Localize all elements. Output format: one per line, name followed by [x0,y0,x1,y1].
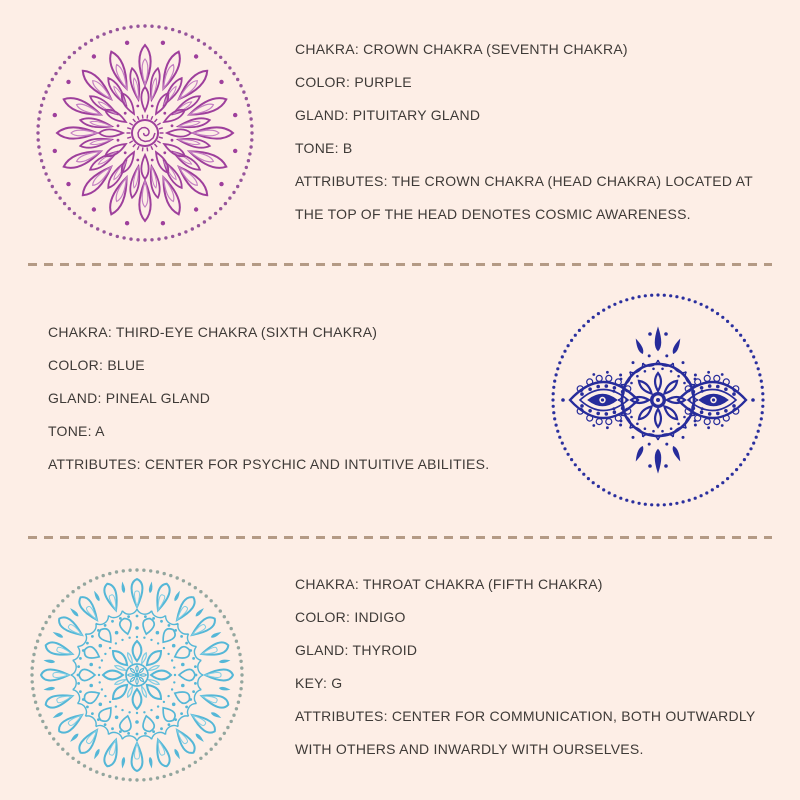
gland-line: GLAND: PITUITARY GLAND [295,107,481,123]
tone-line: TONE: B [295,140,353,156]
dotted-circle [36,24,253,241]
crown-chakra-mandala-illustration [25,13,265,253]
gland-line: GLAND: THYROID [295,642,418,658]
color-line: COLOR: BLUE [48,357,145,373]
third-eye-mandala-svg [543,285,773,515]
key-line: KEY: G [295,675,343,691]
chakra-name-line: CHAKRA: THIRD-EYE CHAKRA (SIXTH CHAKRA) [48,324,378,340]
dashed-divider [28,536,772,539]
chakra-name-line: CHAKRA: THROAT CHAKRA (FIFTH CHAKRA) [295,576,603,592]
throat-chakra-details [295,568,777,766]
throat-mandala-svg [22,560,252,790]
crown-chakra-details [295,33,777,231]
crown-mandala-svg [25,13,265,253]
inner-flower [103,641,171,709]
spiral-center [127,115,164,152]
color-line: COLOR: INDIGO [295,609,406,625]
attributes-line: ATTRIBUTES: CENTER FOR PSYCHIC AND INTUITIVE ABILITIES. [48,456,490,472]
lotus-petals [53,41,238,226]
tone-line: TONE: A [48,423,105,439]
attributes-line: ATTRIBUTES: THE CROWN CHAKRA (HEAD CHAKRA) LOCATED AT THE TOP OF THE HEAD DENOTES COSMIC AWARENESS. [295,173,753,222]
attributes-line: ATTRIBUTES: CENTER FOR COMMUNICATION, BOTH OUTWARDLY WITH OTHERS AND INWARDLY WITH OURSELVES. [295,708,756,757]
throat-chakra-mandala-illustration [22,560,252,790]
chakra-name-line: CHAKRA: CROWN CHAKRA (SEVENTH CHAKRA) [295,41,628,57]
gland-line: GLAND: PINEAL GLAND [48,390,211,406]
third-eye-chakra-mandala-illustration [543,285,773,515]
color-line: COLOR: PURPLE [295,74,412,90]
dashed-divider [28,263,772,266]
third-eye-chakra-details [48,316,568,481]
center-medallion [612,354,703,445]
